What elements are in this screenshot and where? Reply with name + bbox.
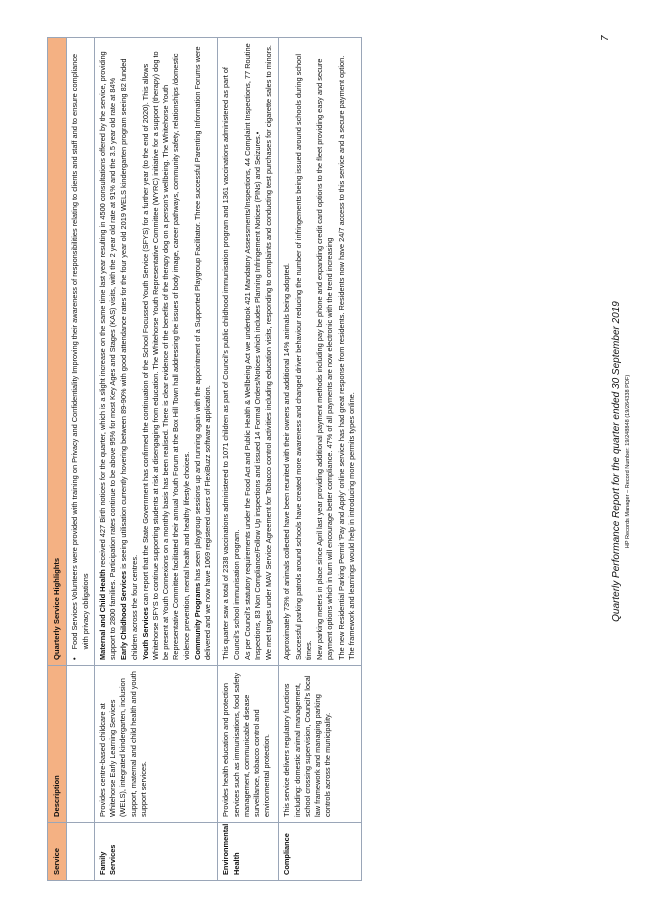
highlight-text: has seen playgroup sessions up and running again with the appointment of a Supported Playgroup Facilitator. Three successful Parenting Information Forums were delivered and we now have 1069 registered users of FlexiBuzz software application. — [192, 46, 213, 660]
table-row — [279, 38, 362, 881]
highlight-text: This quarter saw a total of 2338 vaccinations administered to 1071 children as part of Council's public childhood immunisation program and 1361 vaccinations administered as part of Council's school immunisation program. — [221, 67, 241, 660]
record-reference: HP Records Manager – Record Number: 19/248848 (19/264338 PDF) — [625, 374, 631, 549]
table-row — [67, 38, 94, 881]
highlight-text: New parking meters in place since April last year providing additional payment methods including pay be phone and expanding credit card options to the fleet providing easy and secure payment options which in turn will encourage better compliance. 47% of all payments are now electronic with the trend increasing — [315, 58, 335, 660]
highlight-text: can report that the State Government has confirmed the continuation of the School Focussed Youth Service (SFYS) for a further year (to the end of 2020). This allows Whitehorse SFYS to continue supporting students at risk at disengaging from education. The Whitehorse Youth Representative Committee (WYRC) initiative for a support (therapy) dog to be present at Youth Connexions on a monthly basis has been realised. There is clear evidence of the benefits of the therapy dog on a person's wellbeing. The Whitehorse Youth Representative Committee facilitated their annual Youth Forum at the Box Hill Town hall addressing the issues of body image, career pathways, community safety, relationships /domestic violence prevention, mental health and healthy lifestyle choices. — [140, 51, 191, 660]
header-highlights: Quarterly Service Highlights — [48, 38, 67, 666]
service-highlights-table — [47, 37, 362, 881]
highlight-paragraph — [98, 43, 118, 660]
highlight-heading: Community Programs — [192, 582, 202, 660]
highlight-paragraph — [141, 43, 192, 660]
highlight-text: We met targets under MAV Service Agreement for Tobacco control activities including education visits, responding to complaints and conducting test purchases for cigarette sales to minors. — [264, 45, 274, 660]
service-cell: Family Services — [94, 823, 217, 881]
highlight-paragraph — [193, 43, 213, 660]
service-cell: Environmental Health — [218, 823, 279, 881]
header-description: Description — [48, 666, 67, 823]
food-services-bullet: Food Services Volunteers were provided with training on Privacy and Confidentiality Improving their awareness of responsibilities relating to clients and staff and to ensure compliance with privacy obligations — [70, 53, 90, 650]
highlight-heading: Maternal and Child Health — [97, 569, 107, 660]
highlight-text: received 427 Birth notices for the quarter, which is a slight increase on the same time last year resulting in 4500 consultations offered by the service, providing support to 2800 families. Participation rates continue to be above 95% for most Key Ages and Stages (KAS) visits, with the 2 year old rate at 91% and the 3.5 year old rate at 84% — [97, 51, 118, 660]
service-cell — [67, 823, 94, 881]
table-header-row — [48, 38, 67, 881]
description-cell — [67, 666, 94, 823]
highlight-heading: Youth Services — [140, 607, 150, 660]
description-cell: Provides centre-based childcare at Whitehorse Early Learning Services (WELS), integrated kindergarten, inclusion support, maternal and child health and youth support services. — [94, 666, 217, 823]
description-cell: This service delivers regulatory functions including: domestic animal management, school crossing supervision, Council's local law framework and managing parking controls across the municipality. — [279, 666, 362, 823]
highlight-text: As per Council's statutory requirements under the Food Act and Public Health & Wellbeing Act we undertook 421 Mandatory Assessments/Inspections, 44 Complaint Inspections, 77 Routine Inspections, 83 Non Compliance/Follow Up inspections and issued 14 Formal Orders/Notices which includes Planning Infringement Notices (PINs) and Seizures.• — [242, 43, 262, 660]
report-footer-title: Quarterly Performance Report for the quarter ended 30 September 2019 — [611, 301, 622, 622]
header-service: Service — [48, 823, 67, 881]
highlight-text: Approximately 73% of animals collected have been reunited with their owners and additional 14% animals being adopted. — [282, 263, 292, 660]
highlight-paragraph — [119, 43, 139, 660]
table-row — [94, 38, 217, 881]
highlights-cell — [94, 38, 217, 666]
highlight-text: is seeing utilisation currently hovering between 89-90% with good attendance rates for the four year old 2019 WELS kindergarten program seeing 82 funded children across the four centres. — [119, 58, 139, 660]
highlights-cell — [218, 38, 279, 666]
highlights-cell — [67, 38, 94, 666]
highlight-heading: Early Childhood Services — [119, 570, 129, 660]
bullet-icon: • — [70, 657, 80, 660]
page-number: 7 — [600, 35, 611, 41]
highlight-text: The new Residential Parking Permit 'Pay and Apply' online service has had great response from residents. Residents now have 24/7 access to this service and a secure payment option. The framework and learnings would help in introducing more permits types online. — [336, 55, 356, 660]
highlight-text: Successful parking patrols around schools have created more awareness and changed driver behaviour reducing the number of infringements being issued around schools during school times. — [293, 54, 313, 660]
description-cell: Provides health education and protection services such as immunisations, food safety management, communicable disease surveillance, tobacco control and environmental protection. — [218, 666, 279, 823]
service-cell: Compliance — [279, 823, 362, 881]
highlights-cell — [279, 38, 362, 666]
table-row — [218, 38, 279, 881]
